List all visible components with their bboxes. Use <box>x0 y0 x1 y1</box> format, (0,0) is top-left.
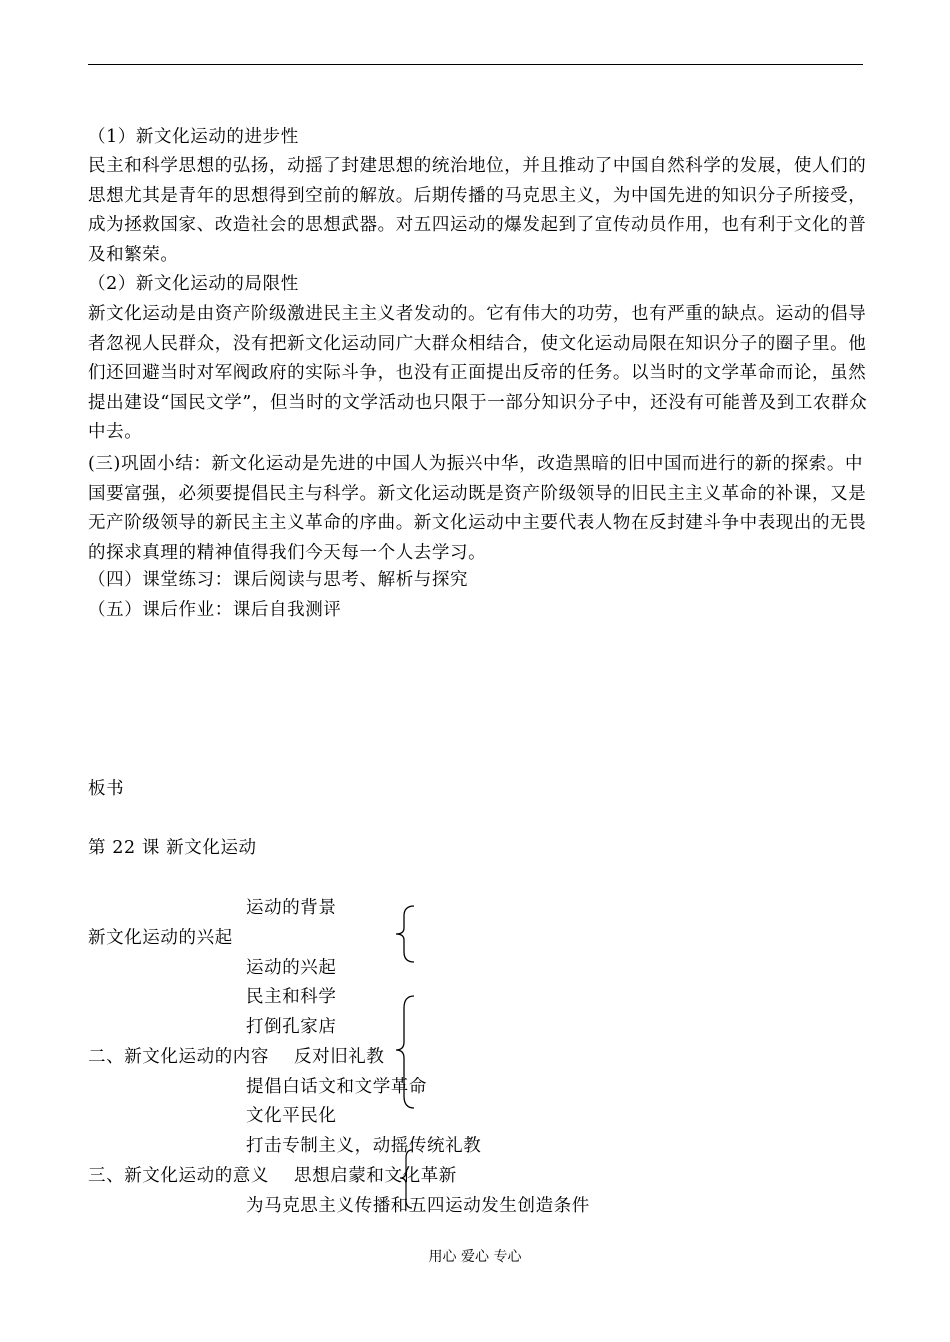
board-label: 板书 <box>88 779 125 799</box>
summary-paragraph: (三)巩固小结：新文化运动是先进的中国人为振兴中华，改造黑暗的旧中国而进行的新的探索。中国要富强，必须要提倡民主与科学。新文化运动既是资产阶级领导的旧民主主义革命的补课，又是无产阶级领导的新民主主义革命的序曲。新文化运动中主要代表人物在反封建斗争中表现出的无畏的探求真理的精神值得我们今天每一个人去学习。 <box>88 454 867 563</box>
lesson-title: 第 22 课 新文化运动 <box>88 838 257 858</box>
g3-title: 三、新文化运动的意义 <box>88 1166 269 1186</box>
brace-g1 <box>392 902 422 966</box>
progress-paragraph: 民主和科学思想的弘扬，动摇了封建思想的统治地位，并且推动了中国自然科学的发展，使人们的思想尤其是青年的思想得到空前的解放。后期传播的马克思主义，为中国先进的知识分子所接受，成为拯救国家、改造社会的思想武器。对五四运动的爆发起到了宣传动员作用，也有利于文化的普及和繁荣。 <box>88 156 867 265</box>
page-footer: 用心 爱心 专心 <box>428 1249 522 1265</box>
progress-heading: （1）新文化运动的进步性 <box>88 127 299 147</box>
g2-item-democracy-science: 民主和科学 <box>246 987 337 1007</box>
brace-g3 <box>398 1146 422 1212</box>
g2-item-confucius: 打倒孔家店 <box>246 1017 337 1037</box>
practice-line: （四）课堂练习：课后阅读与思考、解析与探究 <box>88 570 469 590</box>
header-rule <box>88 64 863 65</box>
g2-item-old-rites: 反对旧礼教 <box>294 1047 385 1067</box>
g3-item-marxism: 为马克思主义传播和五四运动发生创造条件 <box>246 1196 590 1216</box>
g3-item-enlightenment: 思想启蒙和文化革新 <box>294 1166 457 1186</box>
g2-item-popularize: 文化平民化 <box>246 1106 337 1126</box>
limit-heading: （2）新文化运动的局限性 <box>88 274 299 294</box>
g1-title: 新文化运动的兴起 <box>88 928 233 948</box>
g3-item-autocracy: 打击专制主义，动摇传统礼教 <box>246 1136 482 1156</box>
limit-paragraph: 新文化运动是由资产阶级激进民主主义者发动的。它有伟大的功劳，也有严重的缺点。运动的倡导者忽视人民群众，没有把新文化运动同广大群众相结合，使文化运动局限在知识分子的圈子里。他们还回避当时对军阀政府的实际斗争，也没有正面提出反帝的任务。以当时的文学革命而论，虽然提出建设“国民文学”，但当时的文学活动也只限于一部分知识分子中，还没有可能普及到工农群众中去。 <box>88 304 868 442</box>
homework-line: （五）课后作业：课后自我测评 <box>88 600 342 620</box>
g1-item-rise: 运动的兴起 <box>246 958 337 978</box>
g2-title: 二、新文化运动的内容 <box>88 1047 269 1067</box>
brace-g2 <box>392 992 422 1112</box>
g2-item-vernacular: 提倡白话文和文学革命 <box>246 1077 427 1097</box>
g1-item-background: 运动的背景 <box>246 898 337 918</box>
